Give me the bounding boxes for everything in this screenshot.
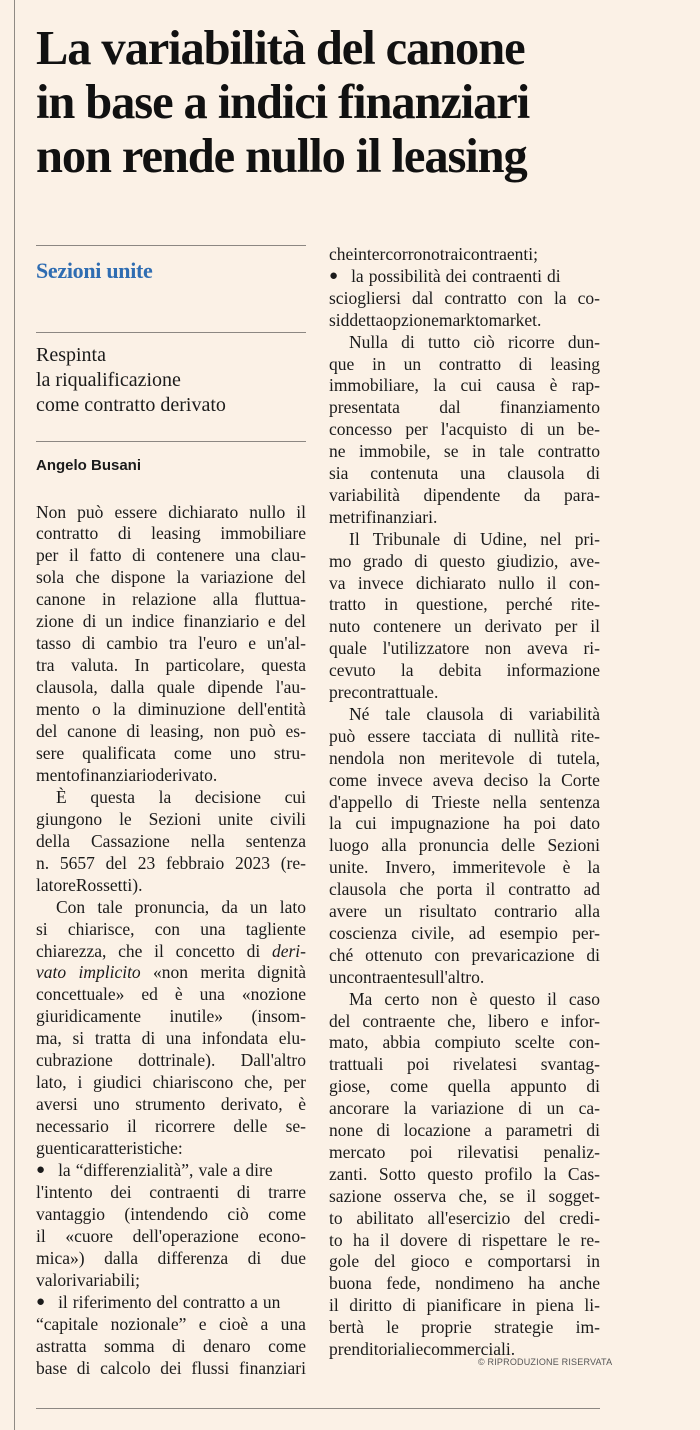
article-line: mato, abbia compiuto scelte con- — [329, 1032, 600, 1053]
article-line: mo grado di questo giudizio, ave- — [329, 550, 600, 571]
article-line: d'appello di Trieste nella sentenza — [329, 791, 600, 812]
article-line: per il fatto di contenere una clau- — [36, 545, 306, 566]
footer-rule — [36, 1408, 600, 1409]
author-byline: Angelo Busani — [36, 457, 142, 474]
article-line: il «cuore dell'operazione econo- — [36, 1225, 306, 1246]
article-line: ché ottenuto con prevaricazione di — [329, 944, 600, 965]
copyright-notice: © RIPRODUZIONE RISERVATA — [478, 1357, 613, 1367]
article-line: Il Tribunale di Udine, nel pri- — [349, 528, 600, 549]
article-line: contratto di leasing immobiliare — [36, 523, 306, 544]
article-line: ● il riferimento del contratto a un — [36, 1291, 281, 1312]
article-line: astratta somma di denaro come — [36, 1335, 306, 1356]
article-line: coscienza civile, ad esempio per- — [329, 922, 600, 943]
article-line: Nulla di tutto ciò ricorre dun- — [349, 331, 600, 352]
summary-deck — [36, 343, 306, 418]
article-line: la cui impugnazione ha poi dato — [329, 813, 600, 834]
article-line: unite. Invero, immeritevole è la — [329, 857, 600, 878]
article-line: buona fede, nondimeno ha anche — [329, 1273, 600, 1294]
article-line: può essere tacciata di nullità rite- — [329, 725, 600, 746]
article-line: mento finanziario derivato. — [36, 764, 218, 785]
article-line: come invece aveva deciso la Corte — [329, 769, 600, 790]
article-line: sciogliersi dal contratto con la co- — [329, 287, 600, 308]
article-line: cevuto la debita informazione — [329, 660, 600, 681]
article-line: valori variabili; — [36, 1269, 141, 1290]
article-line: del canone di leasing, non può es- — [36, 721, 306, 741]
article-line: mento o la diminuzione dell'entità — [36, 699, 306, 720]
article-line: sazione osserva che, se il sogget- — [329, 1185, 600, 1206]
article-line: metri finanziari. — [329, 506, 438, 527]
article-line: latore Rossetti). — [36, 874, 143, 895]
section-label: Sezioni unite — [36, 258, 153, 283]
article-line: quale l'utilizzatore non aveva ri- — [329, 638, 600, 659]
article-line: Ma certo non è questo il caso — [349, 988, 600, 1009]
article-line: zanti. Sotto questo profilo la Cas- — [329, 1163, 600, 1184]
article-line: luogo alla pronuncia delle Sezioni — [329, 835, 600, 856]
article-line: mercato poi rilevatisi penaliz- — [329, 1141, 600, 1162]
summary-line-3: come contratto derivato — [36, 394, 226, 416]
article-line: Con tale pronuncia, da un lato — [56, 896, 306, 917]
article-line: guenti caratteristiche: — [36, 1138, 183, 1159]
article-line: trattuali poi rivelatesi svantag- — [329, 1054, 600, 1075]
article-line: immobiliare, la cui causa è rap- — [329, 375, 600, 396]
bullet-icon: ● — [329, 267, 339, 284]
article-line: to ha il dovere di rispettare le re- — [329, 1229, 600, 1250]
left-margin-rule — [14, 0, 15, 1430]
article-line: gole del gioco e comportarsi in — [329, 1251, 600, 1272]
article-line: presentata dal finanziamento — [329, 397, 600, 418]
article-line: que in un contratto di leasing — [329, 353, 600, 374]
article-line: tasso di cambio tra l'euro e un'al- — [36, 633, 306, 654]
article-line: È questa la decisione cui — [56, 786, 306, 807]
article-line: sola che dispone la variazione del — [36, 567, 306, 588]
article-line: necessario il ricorrere delle se- — [36, 1116, 306, 1137]
article-line: ● la possibilità dei contraenti di — [329, 265, 561, 286]
article-line: ancorare la variazione di un ca- — [329, 1098, 600, 1119]
summary-divider — [36, 441, 306, 442]
article-line: lato, i giudici chiariscono che, per — [36, 1072, 306, 1093]
article-line: concettuale» ed è una «nozione — [36, 984, 306, 1005]
article-line: none di locazione a parametri di — [329, 1120, 600, 1140]
article-line: l'intento dei contraenti di trarre — [36, 1181, 306, 1202]
article-line: mica») dalla differenza di due — [36, 1247, 306, 1268]
article-line: prenditoriali e commerciali. — [329, 1339, 516, 1359]
article-line: si chiarisce, con una tagliente — [36, 918, 306, 939]
article-line: clausola, dalla quale dipende l'au- — [36, 677, 306, 698]
article-line: che intercorrono tra i contraenti; — [329, 244, 538, 264]
article-line: vato implicito «non merita dignità — [36, 962, 306, 983]
bullet-icon: ● — [36, 1162, 46, 1178]
article-line: va invece dichiarato nullo il con- — [329, 572, 600, 593]
article-line: giose, come quella appunto di — [329, 1076, 600, 1097]
article-line: il diritto di pianificare in piena li- — [329, 1295, 600, 1316]
article-line: Non può essere dichiarato nullo il — [36, 501, 306, 522]
headline-line-1: La variabilità del canone — [36, 22, 525, 75]
section-divider-bottom — [36, 332, 306, 333]
article-line: sere qualificata come uno stru- — [36, 742, 306, 763]
summary-line-1: Respinta — [36, 344, 106, 366]
article-line: ne immobile, se in tale contratto — [329, 441, 600, 462]
article-line: “capitale nozionale” e cioè a una — [36, 1313, 306, 1334]
article-line: giuridicamente inutile» (insom- — [36, 1006, 306, 1027]
summary-line-2: la riqualificazione — [36, 369, 181, 391]
article-line: to abilitato all'esercizio del credi- — [329, 1207, 600, 1228]
article-line: della Cassazione nella sentenza — [36, 830, 306, 851]
article-line: concesso per l'acquisto di un be- — [329, 419, 600, 440]
headline — [36, 22, 676, 184]
bullet-icon: ● — [36, 1293, 46, 1310]
article-line: variabilità dipendente da para- — [329, 484, 600, 505]
article-line: n. 5657 del 23 febbraio 2023 (re- — [36, 852, 306, 873]
article-line: tratto in questione, perché rite- — [329, 594, 600, 615]
article-line: base di calcolo dei flussi finanziari — [36, 1357, 306, 1378]
article-line: zione di un indice finanziario e del — [36, 611, 306, 632]
article-line: precontrattuale. — [329, 682, 439, 702]
article-line: nendola non meritevole di tutela, — [329, 747, 600, 768]
article-line: clausola che porta il contratto ad — [329, 879, 600, 900]
article-line: chiarezza, che il concetto di deri- — [36, 940, 306, 961]
headline-line-3: non rende nullo il leasing — [36, 130, 527, 183]
article-line: aversi uno strumento derivato, è — [36, 1094, 306, 1115]
article-line: un contraente sull'altro. — [329, 966, 485, 987]
article-line: canone in relazione alla fluttua- — [36, 589, 306, 610]
article-line: bertà le proprie strategie im- — [329, 1317, 600, 1338]
article-line: tra valuta. In particolare, questa — [36, 655, 306, 676]
article-line: nuto contenere un derivato per il — [329, 616, 600, 637]
article-line: giungono le Sezioni unite civili — [36, 808, 306, 829]
article-line: ● la “differenzialità”, vale a dire — [36, 1160, 273, 1180]
article-line: Né tale clausola di variabilità — [349, 703, 600, 724]
article-line: del contraente che, libero e infor- — [329, 1010, 600, 1031]
article-line: avere un risultato contrario alla — [329, 901, 600, 921]
article-line: siddetta opzione mark to market. — [329, 309, 542, 330]
article-line: sia contenuta una clausola di — [329, 463, 600, 483]
article-line: ma, si tratta di una infondata elu- — [36, 1028, 306, 1049]
section-divider-top — [36, 245, 306, 246]
article-line: cubrazione dottrinale). Dall'altro — [36, 1050, 306, 1071]
article-line: vantaggio (intendendo ciò come — [36, 1203, 306, 1224]
headline-line-2: in base a indici finanziari — [36, 76, 530, 129]
